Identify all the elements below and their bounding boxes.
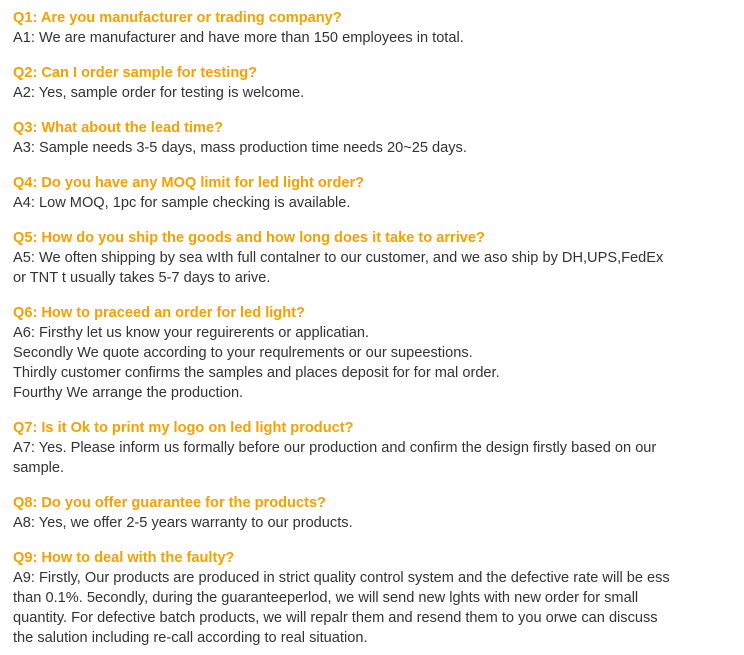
faq-item xyxy=(13,493,741,533)
faq-answer-line: quantity. For defective batch products, we will repalr them and resend them to you orwe can discuss xyxy=(13,610,658,626)
faq-answer-line: A9: Firstly, Our products are produced in strict quality control system and the defective rate will be ess xyxy=(13,570,670,586)
faq-item xyxy=(13,8,741,48)
faq-question: Q5: How do you ship the goods and how long does it take to arrive? xyxy=(13,230,485,246)
faq-item xyxy=(13,63,741,103)
faq-question: Q6: How to praceed an order for led light? xyxy=(13,305,305,321)
faq-question: Q1: Are you manufacturer or trading company? xyxy=(13,10,342,26)
faq-question: Q9: How to deal with the faulty? xyxy=(13,550,235,566)
faq-item xyxy=(13,173,741,213)
faq-answer-line: A2: Yes, sample order for testing is welcome. xyxy=(13,85,305,101)
faq-answer-line: the salution including re-call according to real situation. xyxy=(13,630,368,646)
faq-item xyxy=(13,418,741,478)
faq-answer-line: A7: Yes. Please inform us formally before our production and confirm the design firstly based on our xyxy=(13,440,657,456)
faq-answer-line: than 0.1%. 5econdly, during the guaranteeperlod, we will send new lghts with new order for small xyxy=(13,590,639,606)
faq-answer-line: Secondly We quote according to your requlrements or our supeestions. xyxy=(13,345,473,361)
faq-item xyxy=(13,548,741,648)
faq-question: Q8: Do you offer guarantee for the products? xyxy=(13,495,326,511)
faq-item xyxy=(13,228,741,288)
faq-question: Q7: Is it Ok to print my logo on led light product? xyxy=(13,420,354,436)
faq-answer-line: Thirdly customer confirms the samples and places deposit for for mal order. xyxy=(13,365,500,381)
faq-answer-line: A4: Low MOQ, 1pc for sample checking is available. xyxy=(13,195,351,211)
faq-question: Q4: Do you have any MOQ limit for led light order? xyxy=(13,175,365,191)
faq-answer-line: A3: Sample needs 3-5 days, mass production time needs 20~25 days. xyxy=(13,140,467,156)
faq-question: Q2: Can I order sample for testing? xyxy=(13,65,258,81)
faq-question: Q3: What about the lead time? xyxy=(13,120,223,136)
faq-item xyxy=(13,303,741,403)
faq-answer-line: sample. xyxy=(13,460,65,476)
faq-answer-line: A6: Firsthy let us know your reguirerents or applicatian. xyxy=(13,325,370,341)
faq-answer-line: A1: We are manufacturer and have more than 150 employees in total. xyxy=(13,30,464,46)
faq-answer-line: Fourthy We arrange the production. xyxy=(13,385,244,401)
faq-item xyxy=(13,118,741,158)
faq-answer-line: A5: We often shipping by sea wIth full contalner to our customer, and we aso ship by DH,UPS,FedEx xyxy=(13,250,664,266)
faq-answer-line: A8: Yes, we offer 2-5 years warranty to our products. xyxy=(13,515,353,531)
faq-answer-line: or TNT t usually takes 5-7 days to arive. xyxy=(13,270,271,286)
